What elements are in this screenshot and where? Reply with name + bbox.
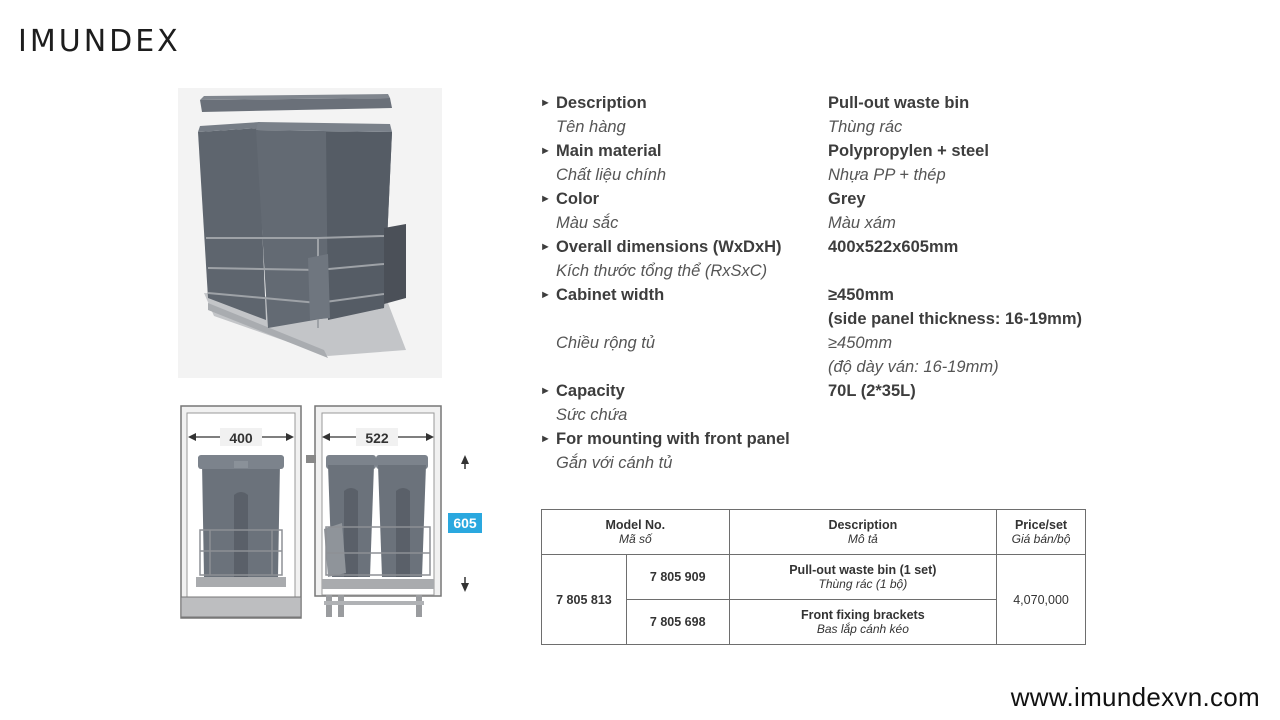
spec-label: Main material (556, 142, 662, 160)
spec-label: Cabinet width (556, 286, 665, 304)
bullet-arrow-icon: ► (540, 385, 551, 397)
spec-value: ≥450mm (828, 286, 894, 304)
spec-value: Grey (828, 190, 866, 208)
spec-label-vi: Kích thước tổng thể (RxSxC) (556, 262, 768, 280)
table-row (542, 555, 1086, 600)
spec-value: Polypropylen + steel (828, 142, 989, 160)
spec-label-vi: Chất liệu chính (556, 166, 667, 184)
price-cell: 4,070,000 (997, 555, 1086, 645)
spec-label-vi: Sức chứa (556, 406, 628, 424)
spec-label-vi: Gắn với cánh tủ (556, 454, 673, 472)
header-price: Price/set Giá bán/bộ (997, 510, 1086, 555)
spec-value-line2: (side panel thickness: 16-19mm) (828, 310, 1083, 328)
spec-label: Description (556, 94, 647, 112)
brand-logo: IMUNDEX (18, 24, 181, 59)
header-description: Description Mô tả (729, 510, 996, 555)
bullet-arrow-icon: ► (540, 97, 551, 109)
width-dimension: 400 (229, 430, 253, 446)
spec-value-vi: Màu xám (828, 214, 896, 232)
bullet-arrow-icon: ► (540, 145, 551, 157)
spec-label: Overall dimensions (WxDxH) (556, 238, 782, 256)
website-url[interactable]: www.imundexvn.com (1010, 682, 1260, 712)
spec-value-vi: ≥450mm (828, 334, 893, 352)
bullet-arrow-icon: ► (540, 433, 551, 445)
bullet-arrow-icon: ► (540, 241, 551, 253)
product-photo (178, 88, 442, 378)
spec-value-vi-line2: (độ dày ván: 16-19mm) (828, 358, 999, 376)
spec-value: 400x522x605mm (828, 238, 959, 256)
waste-bin-illustration (178, 88, 442, 378)
description-cell: Pull-out waste bin (1 set) Thùng rác (1 bộ) (729, 555, 996, 600)
spec-label: For mounting with front panel (556, 430, 790, 448)
side-view-diagram (304, 405, 444, 620)
height-dimension: 605 (453, 515, 477, 531)
model-cell: 7 805 909 (626, 555, 729, 600)
spec-value-vi: Thùng rác (828, 118, 903, 136)
table-header-row (542, 510, 1086, 555)
price-table (541, 509, 1086, 645)
spec-value-vi: Nhựa PP + thép (828, 166, 946, 184)
spec-label-vi: Tên hàng (556, 118, 626, 136)
header-model: Model No. Mã số (542, 510, 730, 555)
model-cell: 7 805 698 (626, 600, 729, 645)
spec-label: Color (556, 190, 600, 208)
spec-label: Capacity (556, 382, 625, 400)
height-dimension-indicator (446, 455, 486, 595)
bullet-arrow-icon: ► (540, 289, 551, 301)
spec-label-vi: Chiều rộng tủ (556, 334, 656, 352)
depth-dimension: 522 (365, 430, 389, 446)
spec-label-vi: Màu sắc (556, 214, 619, 232)
front-view-diagram (180, 405, 302, 620)
description-cell: Front fixing brackets Bas lắp cánh kéo (729, 600, 996, 645)
spec-value: 70L (2*35L) (828, 382, 916, 400)
spec-value: Pull-out waste bin (828, 94, 970, 112)
bullet-arrow-icon: ► (540, 193, 551, 205)
set-model-cell: 7 805 813 (542, 555, 627, 645)
